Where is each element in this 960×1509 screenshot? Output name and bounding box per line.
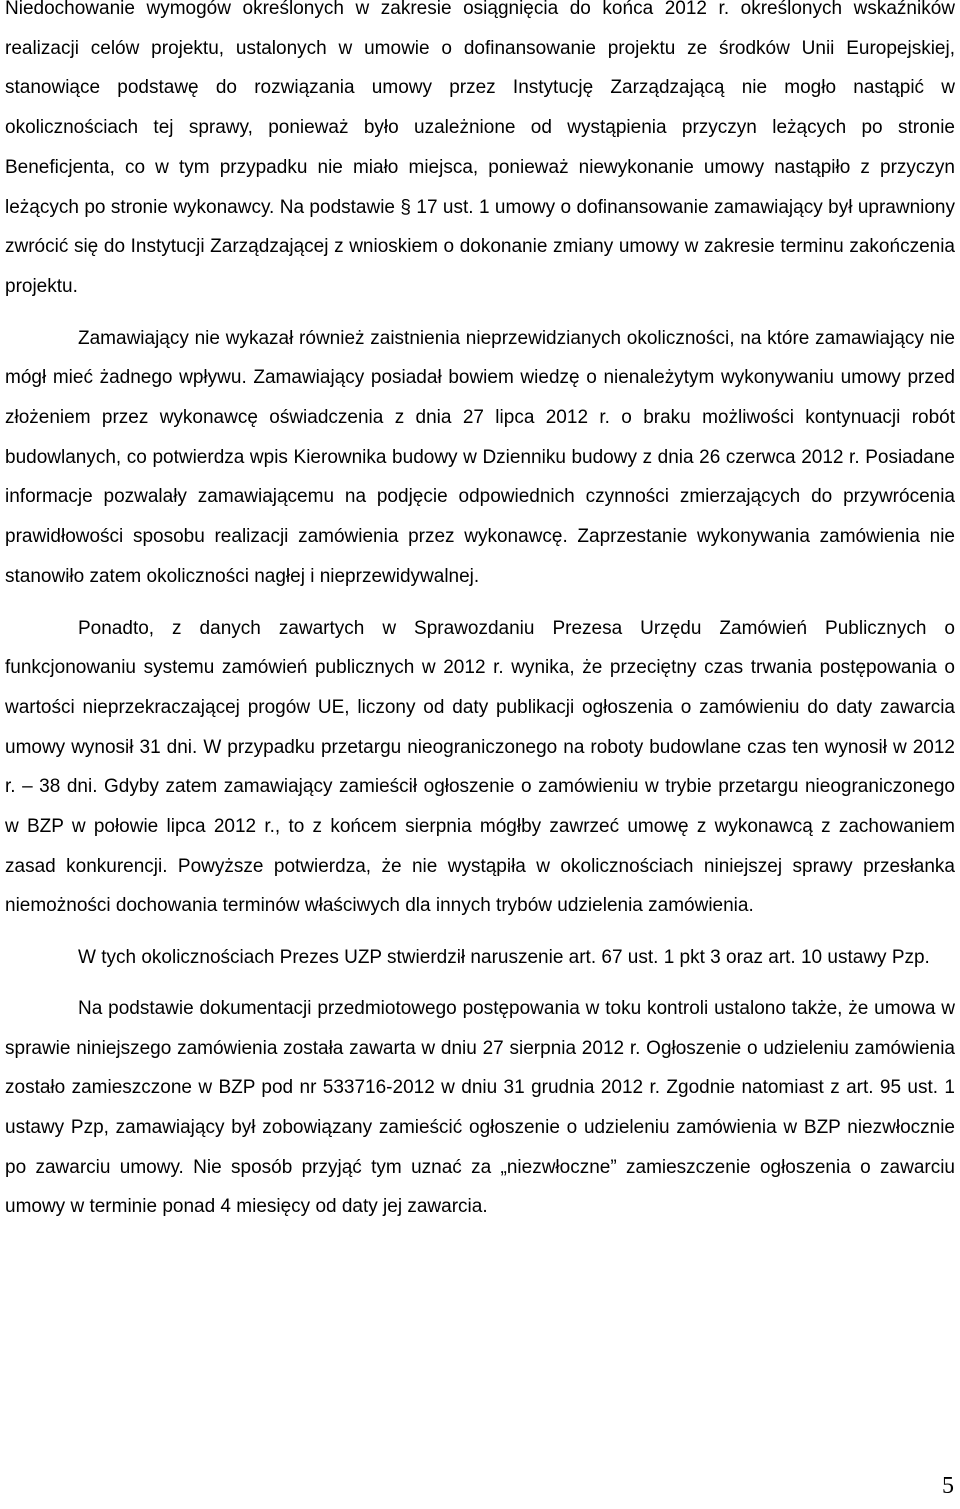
page-number: 5 (942, 1473, 954, 1499)
paragraph-3: Ponadto, z danych zawartych w Sprawozdaniu Prezesa Urzędu Zamówień Publicznych o funkcjonowaniu systemu zamówień publicznych w 2012 r. wynika, że przeciętny czas trwania postępowania o wartości nieprzekraczającej progów UE, liczony od daty publikacji ogłoszenia o zamówieniu do daty zawarcia umowy wynosił 31 dni. W przypadku przetargu nieograniczonego na roboty budowlane czas ten wynosił w 2012 r. – 38 dni. Gdyby zatem zamawiający zamieścił ogłoszenie o zamówieniu w trybie przetargu nieograniczonego w BZP w połowie lipca 2012 r., to z końcem sierpnia mógłby zawrzeć umowę z wykonawcą z zachowaniem zasad konkurencji. Powyższe potwierdza, że nie wystąpiła w okolicznościach niniejszej sprawy przesłanka niemożności dochowania terminów właściwych dla innych trybów udzielenia zamówienia. (5, 617, 955, 917)
paragraph-5: Na podstawie dokumentacji przedmiotowego postępowania w toku kontroli ustalono także, że umowa w sprawie niniejszego zamówienia została zawarta w dniu 27 sierpnia 2012 r. Ogłoszenie o udzieleniu zamówienia zostało zamieszczone w BZP pod nr 533716-2012 w dniu 31 grudnia 2012 r. Zgodnie natomiast z art. 95 ust. 1 ustawy Pzp, zamawiający był zobowiązany zamieścić ogłoszenie o udzieleniu zamówienia w BZP niezwłocznie po zawarciu umowy. Nie sposób przyjąć tym uznać za „niezwłoczne” zamieszczenie ogłoszenia o zawarciu umowy w terminie ponad 4 miesięcy od daty jej zawarcia. (5, 997, 955, 1218)
document-page (5, 0, 955, 1227)
paragraph-2: Zamawiający nie wykazał również zaistnienia nieprzewidzianych okoliczności, na które zamawiający nie mógł mieć żadnego wpływu. Zamawiający posiadał bowiem wiedzę o nienależytym wykonywaniu umowy przed złożeniem przez wykonawcę oświadczenia z dnia 27 lipca 2012 r. o braku możliwości kontynuacji robót budowlanych, co potwierdza wpis Kierownika budowy w Dzienniku budowy z dnia 26 czerwca 2012 r. Posiadane informacje pozwalały zamawiającemu na podjęcie odpowiednich czynności zmierzających do przywrócenia prawidłowości sposobu realizacji zamówienia przez wykonawcę. Zaprzestanie wykonywania zamówienia nie stanowiło zatem okoliczności nagłej i nieprzewidywalnej. (5, 327, 955, 587)
paragraph-1: Niedochowanie wymogów określonych w zakresie osiągnięcia do końca 2012 r. określonych wskaźników realizacji celów projektu, ustalonych w umowie o dofinansowanie projektu ze środków Unii Europejskiej, stanowiące podstawę do rozwiązania umowy przez Instytucję Zarządzającą nie mogło nastąpić w okolicznościach tej sprawy, ponieważ było uzależnione od wystąpienia przyczyn leżących po stronie Beneficjenta, co w tym przypadku nie miało miejsca, ponieważ niewykonanie umowy nastąpiło z przyczyn leżących po stronie wykonawcy. Na podstawie § 17 ust. 1 umowy o dofinansowanie zamawiający był uprawniony zwrócić się do Instytucji Zarządzającej z wnioskiem o dokonanie zmiany umowy w zakresie terminu zakończenia projektu. (5, 0, 955, 297)
paragraph-4: W tych okolicznościach Prezes UZP stwierdził naruszenie art. 67 ust. 1 pkt 3 oraz art. 10 ustawy Pzp. (78, 947, 930, 969)
